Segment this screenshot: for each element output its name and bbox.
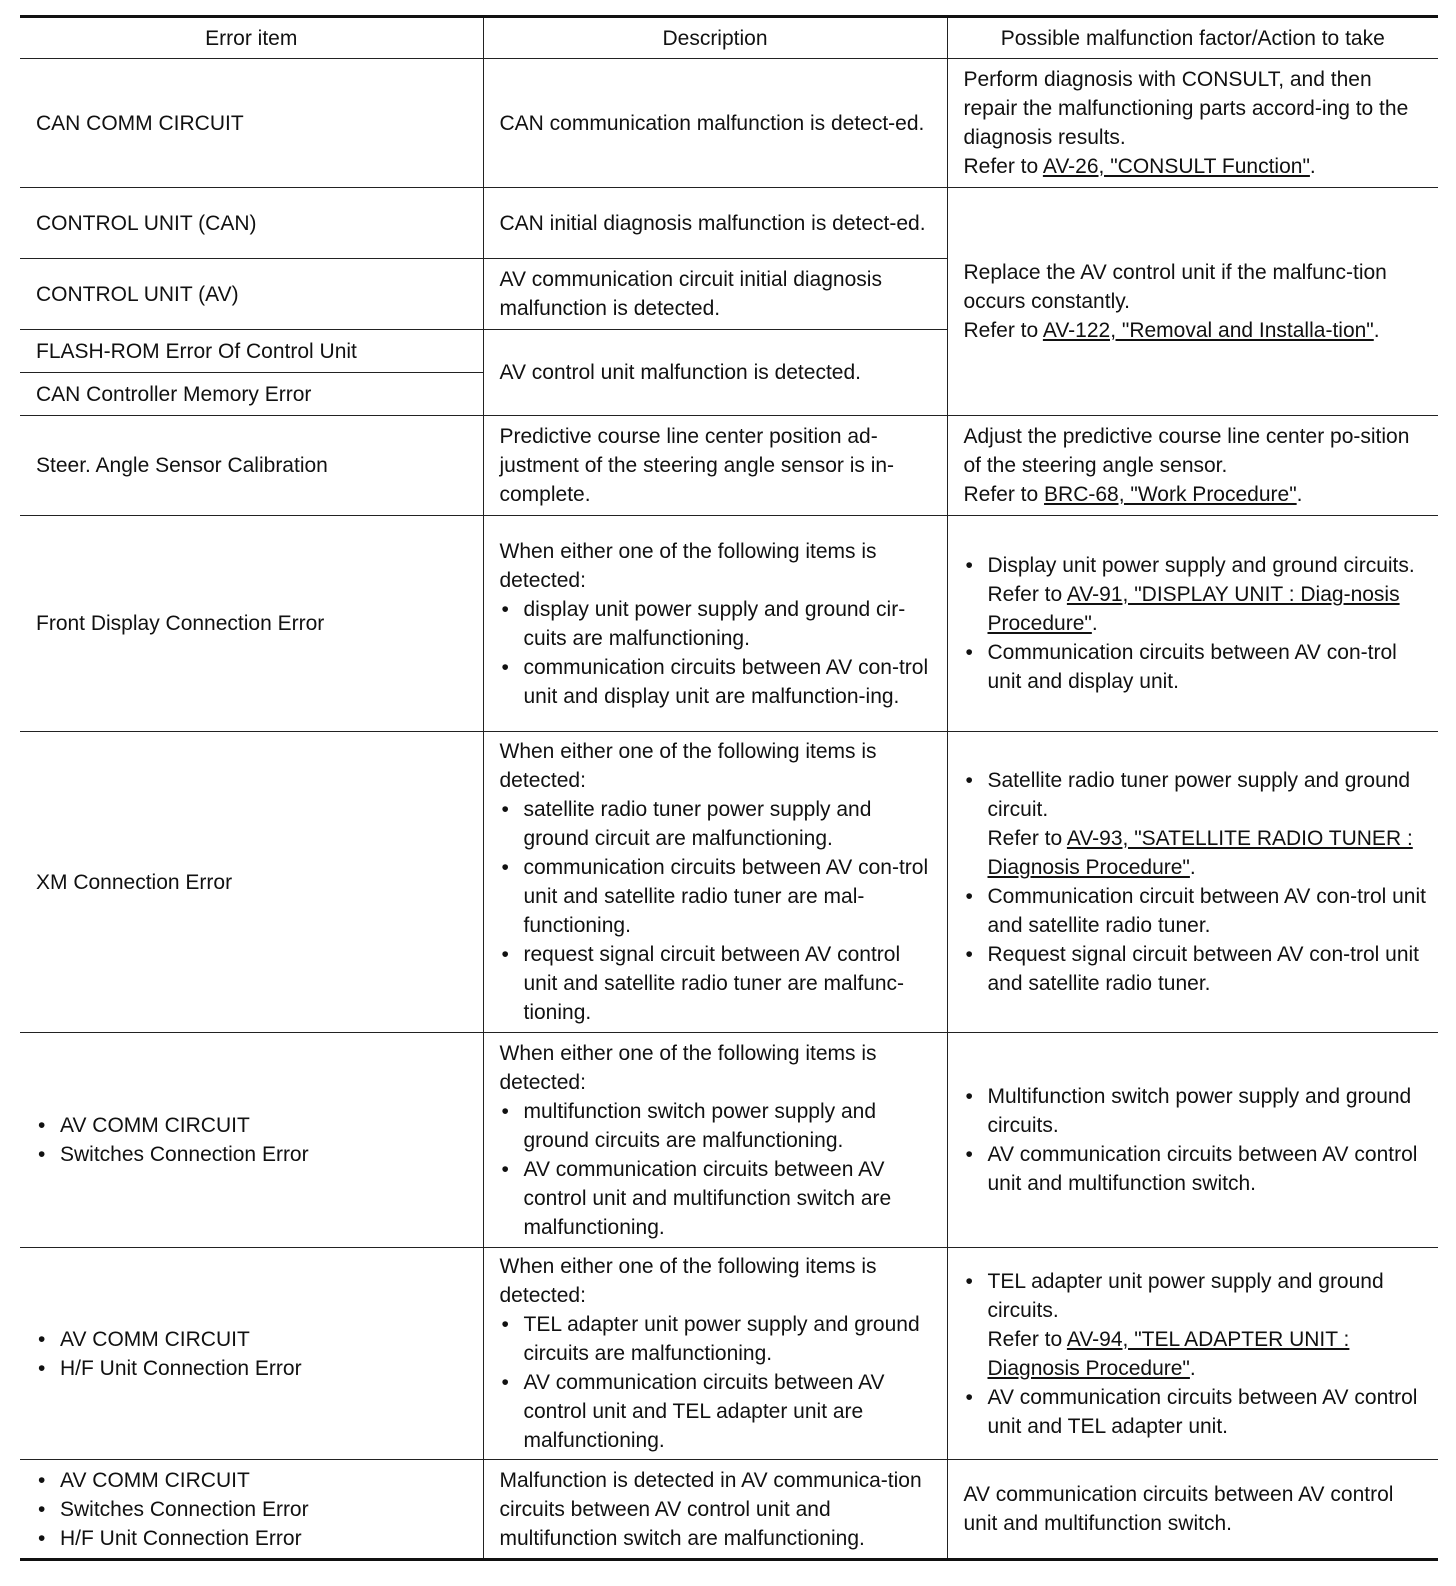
description-intro: When either one of the following items is detected: bbox=[499, 1041, 877, 1094]
action-text: Perform diagnosis with CONSULT, and then repair the malfunctioning parts accord-ing to the diagnosis results. bbox=[963, 68, 1409, 149]
description-cell bbox=[483, 1248, 947, 1460]
refer-prefix: Refer to bbox=[963, 155, 1043, 178]
description-cell: AV communication circuit initial diagnosis malfunction is detected. bbox=[483, 259, 947, 330]
list-item: • AV COMM CIRCUIT bbox=[36, 1325, 473, 1354]
list-item bbox=[964, 551, 1429, 638]
reference-link[interactable]: AV-93, "SATELLITE RADIO TUNER : Diagnosis Procedure" bbox=[987, 827, 1413, 879]
list-item: • multifunction switch power supply and ground circuits are malfunctioning. bbox=[500, 1097, 937, 1155]
list-item: • Multifunction switch power supply and ground circuits. bbox=[964, 1082, 1429, 1140]
description-cell bbox=[483, 732, 947, 1033]
action-item-text: • Display unit power supply and ground circuits. bbox=[987, 554, 1415, 577]
list-item: • H/F Unit Connection Error bbox=[36, 1354, 473, 1383]
list-item: • AV communication circuits between AV control unit and multifunction switch are malfunctioning. bbox=[500, 1155, 937, 1242]
action-cell bbox=[947, 1248, 1438, 1460]
reference-link[interactable]: AV-94, "TEL ADAPTER UNIT : Diagnosis Procedure" bbox=[987, 1327, 1350, 1380]
list-item bbox=[964, 1267, 1429, 1383]
description-intro: When either one of the following items is detected: bbox=[499, 539, 877, 592]
list-item: • display unit power supply and ground cir-cuits are malfunctioning. bbox=[500, 595, 937, 653]
refer-suffix: . bbox=[1189, 856, 1196, 879]
description-cell: Predictive course line center position ad-justment of the steering angle sensor is in-complete. bbox=[483, 416, 947, 516]
header-description: Description bbox=[483, 17, 947, 59]
list-item bbox=[964, 766, 1429, 882]
error-cell: FLASH-ROM Error Of Control Unit bbox=[20, 330, 483, 373]
action-cell bbox=[947, 416, 1438, 516]
list-item: • AV COMM CIRCUIT bbox=[36, 1466, 473, 1495]
description-list bbox=[500, 1310, 937, 1455]
action-cell bbox=[947, 516, 1438, 732]
table-row bbox=[20, 516, 1438, 732]
error-table-container bbox=[20, 15, 1438, 1561]
error-cell: CONTROL UNIT (AV) bbox=[20, 259, 483, 330]
reference-link[interactable]: AV-91, "DISPLAY UNIT : Diag-nosis Procedure" bbox=[987, 583, 1400, 635]
error-list bbox=[36, 1466, 473, 1553]
description-cell bbox=[483, 516, 947, 732]
action-cell bbox=[947, 59, 1438, 188]
action-cell: AV communication circuits between AV control unit and multifunction switch. bbox=[947, 1460, 1438, 1560]
description-list bbox=[500, 1097, 937, 1242]
refer-suffix: . bbox=[1091, 612, 1098, 635]
refer-suffix: . bbox=[1296, 483, 1303, 506]
error-cell: XM Connection Error bbox=[20, 732, 483, 1033]
description-intro: When either one of the following items is detected: bbox=[499, 1255, 877, 1307]
list-item: • request signal circuit between AV control unit and satellite radio tuner are malfunc-tioning. bbox=[500, 940, 937, 1027]
list-item: • AV communication circuits between AV control unit and TEL adapter unit are malfunctioning. bbox=[500, 1368, 937, 1455]
list-item: • AV communication circuits between AV control unit and TEL adapter unit. bbox=[964, 1383, 1429, 1441]
list-item: • communication circuits between AV con-trol unit and satellite radio tuner are mal-functioning. bbox=[500, 853, 937, 940]
action-cell bbox=[947, 1033, 1438, 1248]
refer-suffix: . bbox=[1309, 155, 1316, 178]
list-item: • Communication circuits between AV con-trol unit and display unit. bbox=[964, 638, 1429, 696]
table-header-row bbox=[20, 17, 1438, 59]
refer-suffix: . bbox=[1373, 319, 1380, 342]
error-list bbox=[36, 1111, 473, 1169]
description-list bbox=[500, 595, 937, 711]
error-cell bbox=[20, 1248, 483, 1460]
table-row bbox=[20, 1460, 1438, 1560]
reference-link[interactable]: AV-122, "Removal and Installa-tion" bbox=[1042, 319, 1374, 342]
error-cell: CONTROL UNIT (CAN) bbox=[20, 188, 483, 259]
reference-link[interactable]: AV-26, "CONSULT Function" bbox=[1042, 155, 1310, 178]
reference-link[interactable]: BRC-68, "Work Procedure" bbox=[1044, 483, 1297, 506]
list-item: • Switches Connection Error bbox=[36, 1140, 473, 1169]
description-intro: When either one of the following items is detected: bbox=[499, 740, 877, 792]
action-cell bbox=[947, 732, 1438, 1033]
error-list bbox=[36, 1325, 473, 1383]
error-cell: CAN COMM CIRCUIT bbox=[20, 59, 483, 188]
list-item: • AV communication circuits between AV control unit and multifunction switch. bbox=[964, 1140, 1429, 1198]
description-list bbox=[500, 795, 937, 1027]
list-item: • communication circuits between AV con-trol unit and display unit are malfunction-ing. bbox=[500, 653, 937, 711]
list-item: • Request signal circuit between AV con-trol unit and satellite radio tuner. bbox=[964, 940, 1429, 998]
list-item: • TEL adapter unit power supply and ground circuits are malfunctioning. bbox=[500, 1310, 937, 1368]
list-item: • H/F Unit Connection Error bbox=[36, 1524, 473, 1553]
header-error-item: Error item bbox=[20, 17, 483, 59]
action-text: Adjust the predictive course line center po-sition of the steering angle sensor. bbox=[963, 425, 1410, 477]
header-action: Possible malfunction factor/Action to take bbox=[947, 17, 1438, 59]
action-text: Replace the AV control unit if the malfunc-tion occurs constantly. bbox=[963, 261, 1387, 313]
action-list bbox=[964, 551, 1429, 696]
refer-prefix: Refer to bbox=[987, 827, 1067, 850]
error-cell: CAN Controller Memory Error bbox=[20, 373, 483, 416]
action-item-text: • Satellite radio tuner power supply and ground circuit. bbox=[987, 769, 1411, 821]
list-item: • Switches Connection Error bbox=[36, 1495, 473, 1524]
table-row bbox=[20, 416, 1438, 516]
error-cell: Steer. Angle Sensor Calibration bbox=[20, 416, 483, 516]
table-row bbox=[20, 59, 1438, 188]
refer-prefix: Refer to bbox=[987, 1327, 1067, 1351]
list-item: • satellite radio tuner power supply and ground circuit are malfunctioning. bbox=[500, 795, 937, 853]
action-item-text: • TEL adapter unit power supply and ground circuits. bbox=[987, 1269, 1384, 1322]
error-cell bbox=[20, 1460, 483, 1560]
refer-suffix: . bbox=[1189, 1356, 1196, 1380]
description-cell: Malfunction is detected in AV communica-tion circuits between AV control unit and multifunction switch are malfunctioning. bbox=[483, 1460, 947, 1560]
refer-prefix: Refer to bbox=[963, 483, 1045, 506]
action-list bbox=[964, 1082, 1429, 1198]
table-row bbox=[20, 1033, 1438, 1248]
description-cell: CAN communication malfunction is detect-ed. bbox=[483, 59, 947, 188]
description-cell: AV control unit malfunction is detected. bbox=[483, 330, 947, 416]
action-list bbox=[964, 1267, 1429, 1441]
action-cell bbox=[947, 188, 1438, 416]
refer-prefix: Refer to bbox=[987, 583, 1067, 606]
error-cell: Front Display Connection Error bbox=[20, 516, 483, 732]
table-row bbox=[20, 1248, 1438, 1460]
table-row bbox=[20, 732, 1438, 1033]
list-item: • Communication circuit between AV con-trol unit and satellite radio tuner. bbox=[964, 882, 1429, 940]
refer-prefix: Refer to bbox=[963, 319, 1043, 342]
description-cell: CAN initial diagnosis malfunction is detect-ed. bbox=[483, 188, 947, 259]
list-item: • AV COMM CIRCUIT bbox=[36, 1111, 473, 1140]
action-list bbox=[964, 766, 1429, 998]
error-table bbox=[20, 15, 1438, 1561]
table-row bbox=[20, 188, 1438, 259]
error-cell bbox=[20, 1033, 483, 1248]
description-cell bbox=[483, 1033, 947, 1248]
